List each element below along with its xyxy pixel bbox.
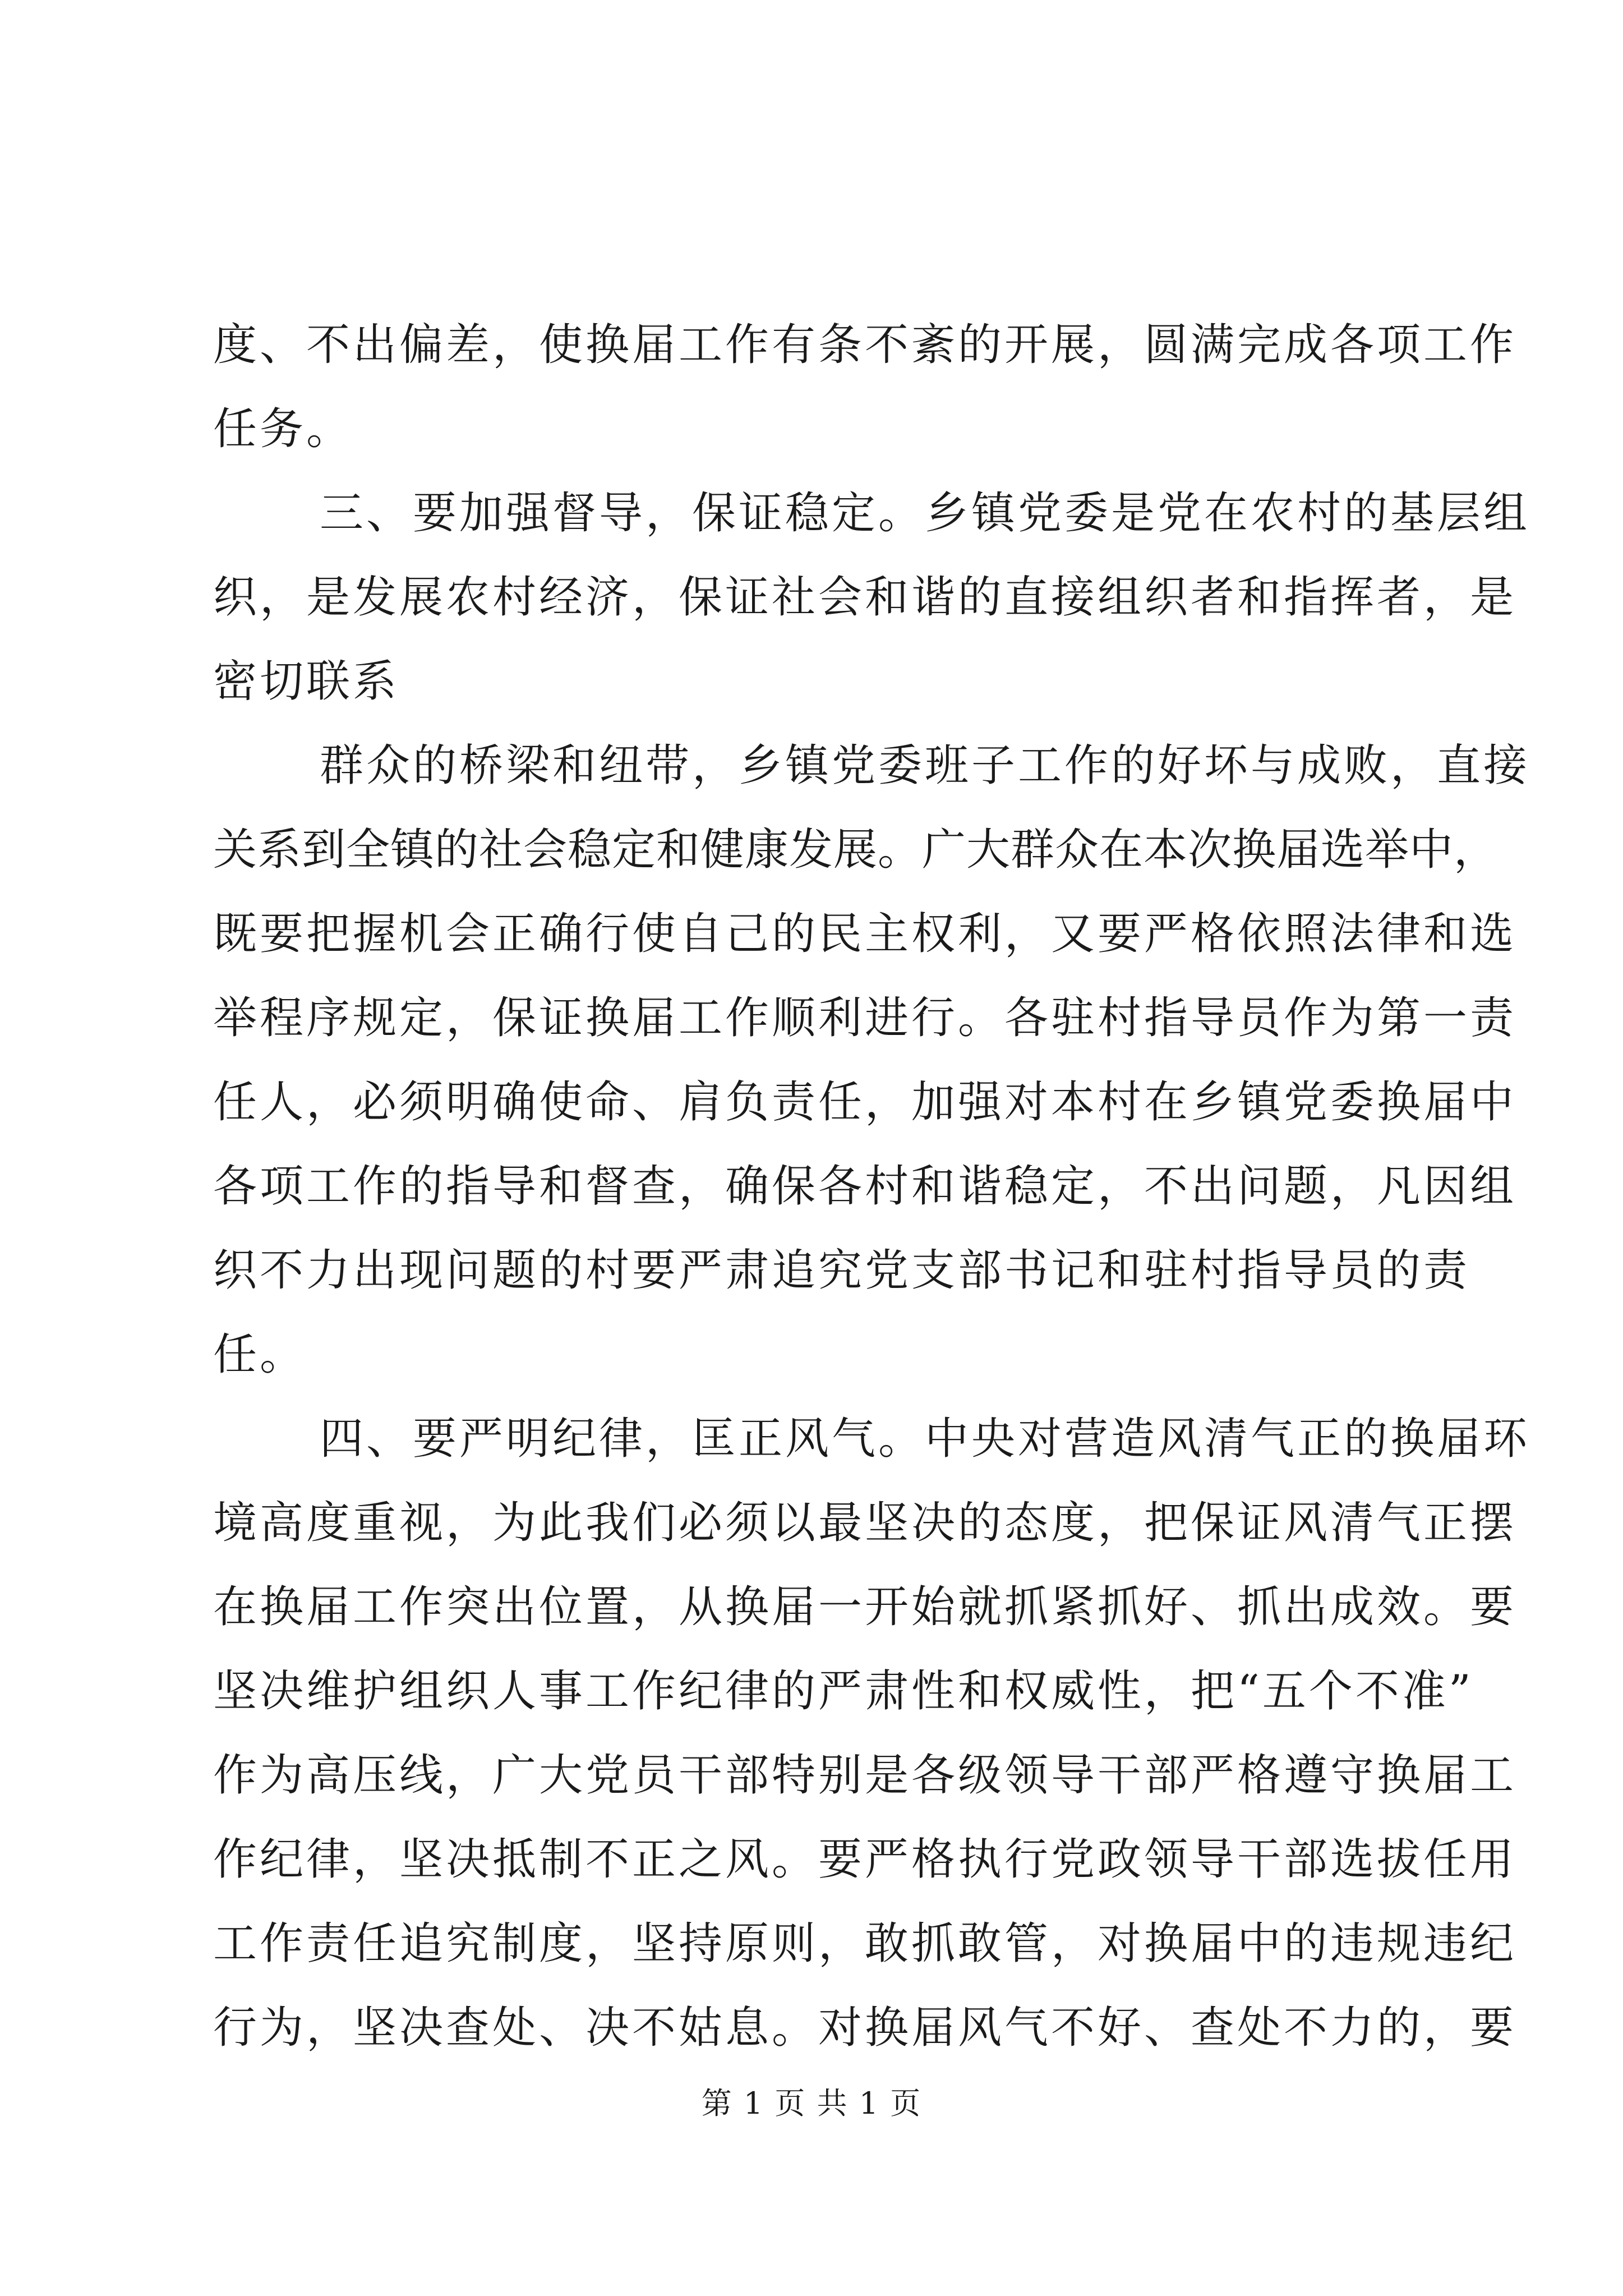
text-line: 任人，必须明确使命、肩负责任，加强对本村在乡镇党委换届中 — [213, 1077, 1517, 1128]
text-line: 各项工作的指导和督查，确保各村和谐稳定，不出问题，凡因组 — [213, 1161, 1517, 1212]
text-line: 境高度重视，为此我们必须以最坚决的态度，把保证风清气正摆 — [213, 1498, 1517, 1548]
text-line: 度、不出偏差，使换届工作有条不紊的开展，圆满完成各项工作 — [213, 320, 1517, 370]
text-line: 作纪律，坚决抵制不正之风。要严格执行党政领导干部选拔任用 — [213, 1834, 1517, 1885]
text-line: 在换届工作突出位置，从换届一开始就抓紧抓好、抓出成效。要 — [213, 1582, 1517, 1632]
section-3-heading-line: 三、要加强督导，保证稳定。乡镇党委是党在农村的基层组 — [320, 488, 1530, 539]
text-line: 任。 — [213, 1329, 307, 1380]
text-line: 举程序规定，保证换届工作顺利进行。各驻村指导员作为第一责 — [213, 993, 1517, 1043]
text-line: 织，是发展农村经济，保证社会和谐的直接组织者和指挥者，是 — [213, 572, 1517, 623]
text-line: 作为高压线，广大党员干部特别是各级领导干部严格遵守换届工 — [213, 1750, 1517, 1801]
document-body — [213, 303, 1530, 2070]
paragraph-start-line: 群众的桥梁和纽带，乡镇党委班子工作的好坏与成败，直接 — [320, 740, 1530, 791]
text-line: 行为，坚决查处、决不姑息。对换届风气不好、查处不力的，要 — [213, 2003, 1517, 2053]
text-line: 工作责任追究制度，坚持原则，敢抓敢管，对换届中的违规违纪 — [213, 1918, 1517, 1969]
text-line: 密切联系 — [213, 656, 400, 707]
section-4-heading-line: 四、要严明纪律，匡正风气。中央对营造风清气正的换届环 — [320, 1414, 1530, 1464]
text-line: 关系到全镇的社会稳定和健康发展。广大群众在本次换届选举中， — [213, 825, 1498, 875]
text-line: 坚决维护组织人事工作纪律的严肃性和权威性，把“五个不准” — [213, 1666, 1474, 1717]
page-number-footer: 第 1 页 共 1 页 — [701, 2086, 922, 2121]
text-line: 既要把握机会正确行使自己的民主权利，又要严格依照法律和选 — [213, 909, 1517, 959]
text-line: 任务。 — [213, 404, 353, 454]
text-line: 织不力出现问题的村要严肃追究党支部书记和驻村指导员的责 — [213, 1245, 1470, 1296]
